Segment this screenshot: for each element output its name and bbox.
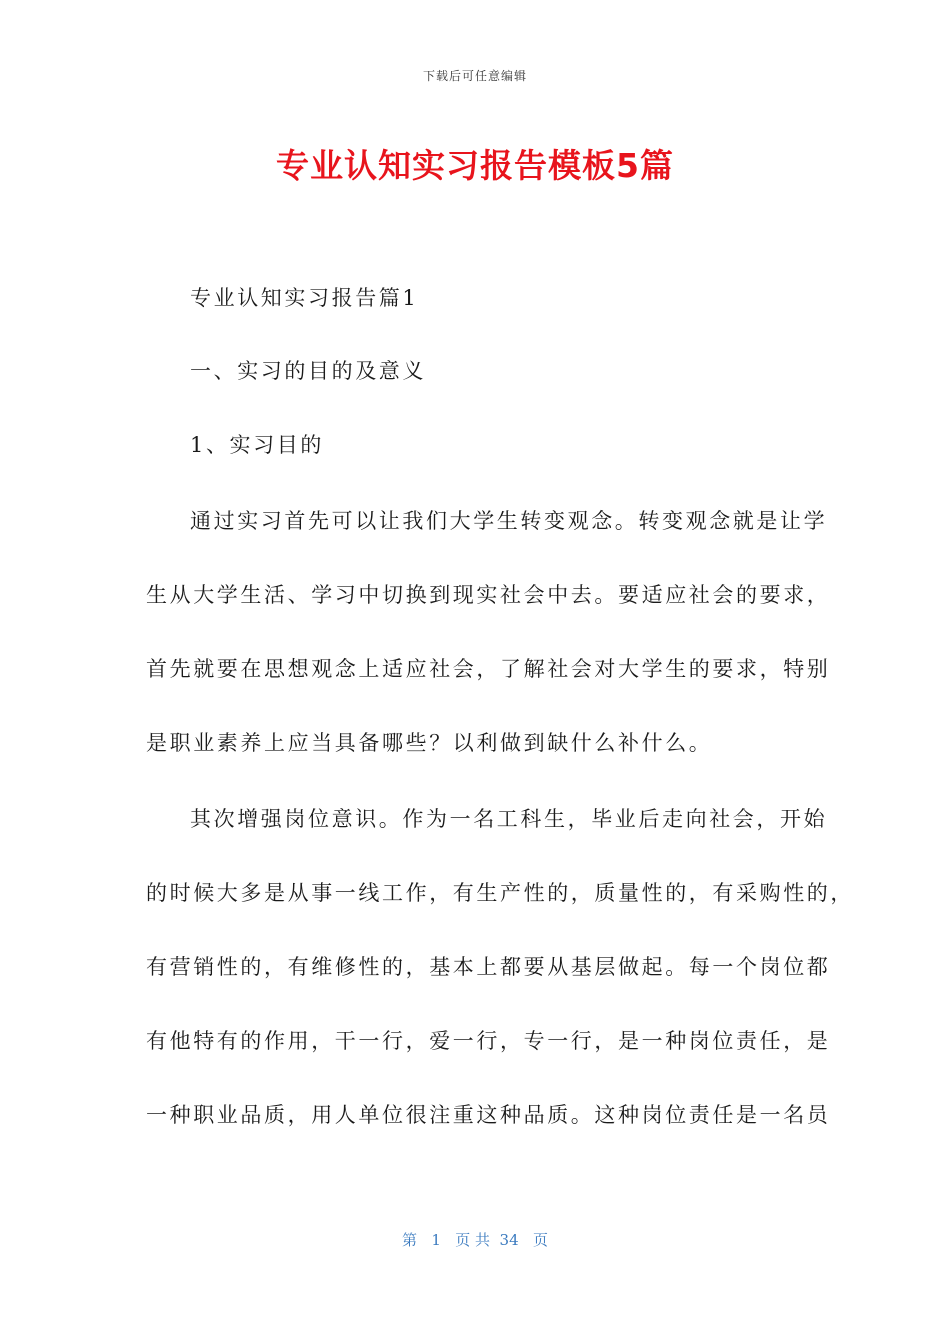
page-number: 1 bbox=[431, 1231, 441, 1249]
paragraph-line: 是职业素养上应当具备哪些？以利做到缺什么补什么。 bbox=[146, 731, 713, 755]
page-footer bbox=[0, 1229, 950, 1250]
subsection-heading: 1、实习目的 bbox=[190, 433, 324, 457]
page-label-prefix: 第 bbox=[402, 1231, 418, 1249]
download-note: 下载后可任意编辑 bbox=[422, 69, 527, 83]
paragraph-line: 一种职业品质，用人单位很注重这种品质。这种岗位责任是一名员 bbox=[146, 1103, 831, 1127]
document-title: 专业认知实习报告模板5篇 bbox=[276, 146, 674, 185]
paragraph-line: 有营销性的，有维修性的，基本上都要从基层做起。每一个岗位都 bbox=[146, 955, 831, 979]
paragraph-line: 生从大学生活、学习中切换到现实社会中去。要适应社会的要求， bbox=[146, 583, 831, 607]
paragraph-line: 的时候大多是从事一线工作，有生产性的，质量性的，有采购性的， bbox=[146, 881, 854, 905]
paragraph-line: 首先就要在思想观念上适应社会，了解社会对大学生的要求，特别 bbox=[146, 657, 831, 681]
total-pages: 34 bbox=[499, 1231, 519, 1249]
section-heading: 专业认知实习报告篇1 bbox=[190, 286, 419, 310]
page-label-suffix: 页 bbox=[532, 1231, 548, 1249]
paragraph-line: 其次增强岗位意识。作为一名工科生，毕业后走向社会，开始 bbox=[190, 807, 828, 831]
paragraph-line: 通过实习首先可以让我们大学生转变观念。转变观念就是让学 bbox=[190, 509, 828, 533]
page-label-mid: 页 共 bbox=[455, 1231, 490, 1249]
subsection-heading: 一、实习的目的及意义 bbox=[190, 359, 426, 383]
paragraph-line: 有他特有的作用，干一行，爱一行，专一行，是一种岗位责任，是 bbox=[146, 1029, 831, 1053]
